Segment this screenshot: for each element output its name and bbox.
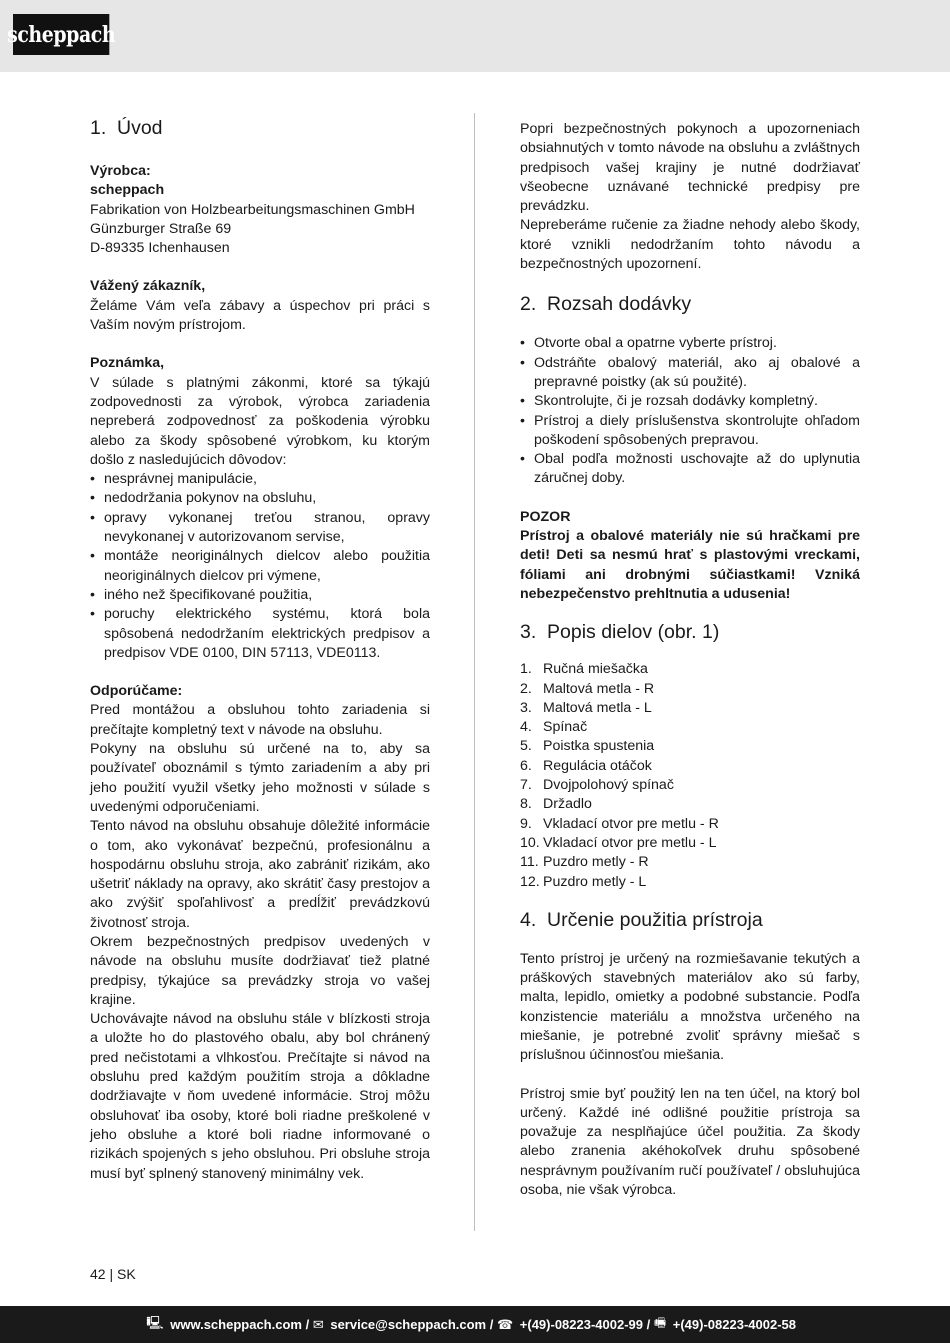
list-item: 11. Puzdro metly - R — [520, 854, 649, 871]
list-item: • Skontrolujte, či je rozsah dodávky kompletný. — [520, 392, 860, 411]
section-heading-scope: 2. Rozsah dodávky — [520, 293, 692, 316]
list-item: 2. Maltová metla - R — [520, 680, 655, 697]
paragraph: Tento návod na obsluhu obsahuje dôležité informácie o tom, ako vykonávať bezpečnú, profesionálnu a hospodárnu obsluhu stroja, ako zabrániť rizikám, ako ušetriť náklady na opravy, ako skrátiť časy prestojov a ako zvýšiť spoľahlivosť a predĺžiť prevádzkovú životnosť stroja. — [90, 818, 430, 931]
list-item: 12. Puzdro metly - L — [520, 873, 647, 890]
page-number: 42 | SK — [90, 1266, 136, 1282]
list-item: • opravy vykonanej treťou stranou, opravy nevykonanej v autorizovanom servise, — [90, 509, 430, 548]
left-column — [90, 116, 430, 1184]
fax-icon: 🖷 — [653, 1314, 667, 1330]
section-heading-parts: 3. Popis dielov (obr. 1) — [520, 621, 720, 644]
note-text: V súlade s platnými zákonmi, ktoré sa týkajú zodpovednosti za výrobok, výrobca zariadenia nepreberá zodpovednosť za poškodenia výrobku alebo za škody spôsobené výrobkom, ku ktorým došlo z nasledujúcich dôvodov: — [90, 374, 430, 468]
scope-list — [520, 334, 860, 488]
list-item: • Otvorte obal a opatrne vyberte prístroj. — [520, 334, 860, 353]
computer-icon: 🖳 — [146, 1314, 164, 1330]
manufacturer-label: Výrobca: — [90, 163, 151, 179]
note-label: Poznámka, — [90, 355, 165, 372]
list-item: 9. Vkladací otvor pre metlu - R — [520, 815, 719, 832]
paragraph: Pokyny na obsluhu sú určené na to, aby sa používateľ oboznámil s týmto zariadením a aby pri jeho použití využil všetky jeho možnosti v súlade s uvedenými odporučeniami. — [90, 741, 430, 815]
parts-list — [520, 660, 860, 892]
section-heading-intro: 1. Úvod — [90, 117, 163, 139]
address-line: Fabrikation von Holzbearbeitungsmaschinen GmbH — [90, 201, 415, 218]
manufacturer-name: scheppach — [90, 182, 165, 199]
list-item: 4. Spínač — [520, 719, 588, 736]
list-item: 6. Regulácia otáčok — [520, 757, 652, 774]
list-item: 7. Dvojpolohový spínač — [520, 777, 674, 794]
phone-number: +(49)-08223-4002-99 / — [519, 1317, 651, 1332]
email-link[interactable]: service@scheppach.com / — [330, 1317, 494, 1332]
list-item: 1. Ručná miešačka — [520, 661, 648, 678]
right-column — [520, 120, 860, 1200]
list-item: • iného než špecifikované použitia, — [90, 586, 430, 605]
web-link[interactable]: www.scheppach.com / — [170, 1317, 310, 1332]
list-item: • Odstráňte obalový materiál, ako aj obalové a prepravné poistky (ak sú použité). — [520, 354, 860, 393]
phone-icon: ☎ — [496, 1316, 514, 1332]
paragraph: Prístroj smie byť použitý len na ten účel, na ktorý bol určený. Každé iné odlišné použitie prístroja sa považuje za nesplňajúce účel použitia. Za škody alebo zranenia akéhokoľvek druhu spôsobené nesprávnym používaním ručí používateľ / obsluhujúca osoba, nie však výrobca. — [520, 1085, 860, 1199]
paragraph: Popri bezpečnostných pokynoch a upozorneniach obsiahnutých v tomto návode na obsluhu a zvláštnych predpisoch vašej krajiny je nutné dodržiavať všeobecne uznávané technické predpisy pre prevádzku. — [520, 121, 860, 215]
warning-label: POZOR — [520, 508, 571, 525]
paragraph: Okrem bezpečnostných predpisov uvedených v návode na obsluhu musíte dodržiavať tiež platné predpisy, týkajúce sa prevádzky stroja vo vašej krajine. — [90, 933, 430, 1008]
list-item: 3. Maltová metla - L — [520, 699, 652, 716]
mail-icon: ✉ — [312, 1316, 324, 1332]
column-divider — [474, 113, 475, 1231]
list-item: • nedodržania pokynov na obsluhu, — [90, 489, 430, 508]
section-heading-use: 4. Určenie použitia prístroja — [520, 908, 763, 931]
list-item: • poruchy elektrického systému, ktorá bola spôsobená nedodržaním elektrických predpisov a predpisov VDE 0100, DIN 57113, VDE0113. — [90, 605, 430, 663]
paragraph: Tento prístroj je určený na rozmiešavanie tekutých a práškových stavebných materiálov ako sú farby, malta, lepidlo, omietky a podobné substancie. Podľa konzistencie materiálu a množstva určeného na miešanie, je potrebné zvoliť správny miešač s príslušnou účinnosťou miešania. — [520, 950, 860, 1064]
list-item: • Prístroj a diely príslušenstva skontrolujte ohľadom poškodení spôsobených prepravou. — [520, 412, 860, 451]
paragraph: Pred montážou a obsluhou tohto zariadenia si prečítajte kompletný text v návode na obsluhu. — [90, 702, 430, 738]
address-line: D-89335 Ichenhausen — [90, 240, 230, 257]
paragraph: Nepreberáme ručenie za žiadne nehody alebo škody, ktoré vznikli nedodržaním tohto návodu a bezpečnostných upozornení. — [520, 217, 860, 273]
scheppach-logo: scheppach — [13, 14, 109, 55]
list-item: • montáže neoriginálnych dielcov alebo použitia neoriginálnych dielcov pri výmene, — [90, 547, 430, 586]
list-item: • nesprávnej manipulácie, — [90, 470, 430, 489]
note-list — [90, 470, 430, 663]
warning-text: Prístroj a obalové materiály nie sú hračkami pre deti! Deti sa nesmú hrať s plastovými vreckami, fóliami ani drobnými súčiastkami! Vzniká nebezpečenstvo prehltnutia a udusenia! — [520, 528, 860, 602]
address-line: Günzburger Straße 69 — [90, 220, 232, 237]
page-header — [0, 0, 950, 72]
customer-text: Želáme Vám veľa zábavy a úspechov pri práci s Vaším novým prístrojom. — [90, 297, 430, 334]
recommend-label: Odporúčame: — [90, 683, 183, 700]
list-item: 10. Vkladací otvor pre metlu - L — [520, 834, 717, 851]
list-item: 5. Poistka spustenia — [520, 738, 655, 755]
fax-number: +(49)-08223-4002-58 — [672, 1317, 796, 1332]
list-item: 8. Držadlo — [520, 796, 592, 813]
contact-footer — [0, 1306, 950, 1343]
list-item: • Obal podľa možnosti uschovajte až do uplynutia záručnej doby. — [520, 450, 860, 489]
paragraph: Uchovávajte návod na obsluhu stále v blízkosti stroja a uložte ho do plastového obalu, aby bol chránený pred nečistotami a vlhkosťou. Prečítajte si návod na obsluhu pred každým použitím stroja a dôkladne dodržiavajte v ňom uvedené informácie. Stroj môžu obsluhovať iba osoby, ktoré boli riadne preškolené v jeho obsluhe a ktoré boli riadne informované o rizikách spojených s jeho obsluhou. Pri obsluhe stroja musí byť splnený stanovený minimálny vek. — [90, 1011, 430, 1182]
customer-label: Vážený zákazník, — [90, 278, 206, 295]
